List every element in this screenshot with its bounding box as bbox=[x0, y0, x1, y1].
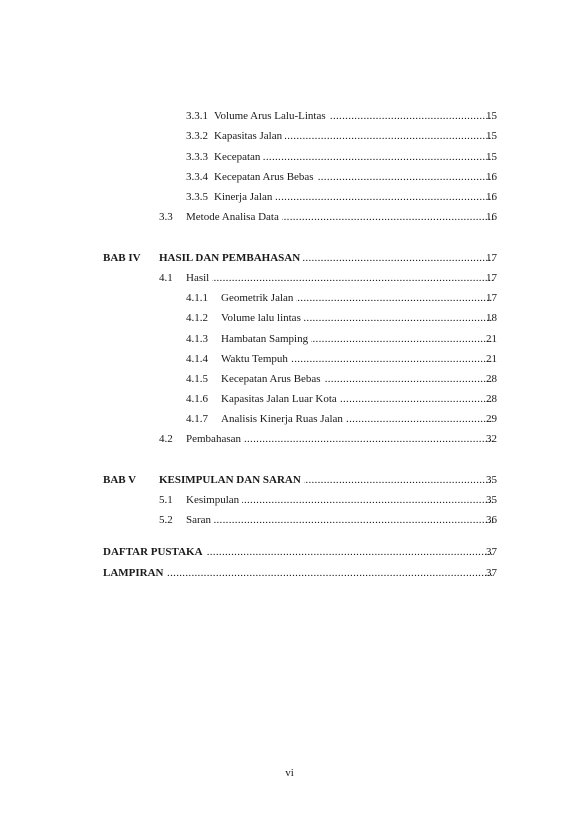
toc-entry-page: 29 bbox=[486, 413, 497, 425]
toc-entry bbox=[0, 371, 579, 387]
toc-entry bbox=[0, 169, 579, 185]
toc-entry-page: 15 bbox=[486, 151, 497, 163]
toc-entry-number: 3.3 bbox=[159, 211, 173, 223]
toc-entry bbox=[0, 351, 579, 367]
toc-chapter-entry bbox=[0, 565, 579, 581]
toc-chapter-entry bbox=[0, 472, 579, 488]
toc-entry-title: Analisis Kinerja Ruas Jalan ..... bbox=[221, 411, 493, 427]
toc-entry-page: 37 bbox=[486, 546, 497, 558]
toc-entry bbox=[0, 209, 579, 225]
toc-entry-number: 4.1.4 bbox=[186, 353, 208, 365]
toc-entry-title: Waktu Tempuh ..... bbox=[221, 351, 493, 367]
toc-entry bbox=[0, 492, 579, 508]
toc-entry-title: KESIMPULAN DAN SARAN ..... bbox=[159, 472, 493, 488]
toc-entry-page: 37 bbox=[486, 567, 497, 579]
toc-entry-title: Kesimpulan ..... bbox=[186, 492, 493, 508]
toc-entry-number: 3.3.4 bbox=[186, 171, 208, 183]
toc-entry bbox=[0, 270, 579, 286]
toc-entry-title: Metode Analisa Data ..... bbox=[186, 209, 493, 225]
toc-entry-title: Volume lalu lintas ..... bbox=[221, 310, 493, 326]
toc-entry-number: 3.3.1 bbox=[186, 110, 208, 122]
toc-entry-title: Saran ..... bbox=[186, 512, 493, 528]
toc-entry bbox=[0, 512, 579, 528]
toc-chapter-label: BAB IV bbox=[103, 252, 141, 264]
toc-entry-title: Kapasitas Jalan Luar Kota ..... bbox=[221, 391, 493, 407]
toc-entry-page: 16 bbox=[486, 211, 497, 223]
toc-entry-number: 4.2 bbox=[159, 433, 173, 445]
toc-entry-title: Kecepatan Arus Bebas ..... bbox=[221, 371, 493, 387]
page-number: vi bbox=[285, 767, 294, 779]
toc-chapter-label: BAB V bbox=[103, 474, 137, 486]
toc-entry-title: Hasil ..... bbox=[186, 270, 493, 286]
toc-entry-page: 17 bbox=[486, 252, 497, 264]
toc-entry-number: 4.1.5 bbox=[186, 373, 208, 385]
toc-entry-page: 28 bbox=[486, 373, 497, 385]
toc-entry-title: Volume Arus Lalu-Lintas ..... bbox=[214, 108, 493, 124]
toc-entry-title: HASIL DAN PEMBAHASAN ..... bbox=[159, 250, 493, 266]
toc-entry-number: 3.3.5 bbox=[186, 191, 208, 203]
toc-entry-number: 4.1 bbox=[159, 272, 173, 284]
toc-entry bbox=[0, 411, 579, 427]
toc-entry-number: 4.1.7 bbox=[186, 413, 208, 425]
toc-entry-title: Kinerja Jalan ..... bbox=[214, 189, 493, 205]
toc-entry-page: 35 bbox=[486, 474, 497, 486]
toc-entry-title: Kapasitas Jalan ..... bbox=[214, 128, 493, 144]
toc-entry-number: 4.1.3 bbox=[186, 333, 208, 345]
toc-entry bbox=[0, 431, 579, 447]
toc-entry-number: 3.3.2 bbox=[186, 130, 208, 142]
toc-entry-page: 32 bbox=[486, 433, 497, 445]
toc-entry-number: 5.1 bbox=[159, 494, 173, 506]
toc-entry-title: Kecepatan ..... bbox=[214, 149, 493, 165]
toc-entry bbox=[0, 391, 579, 407]
toc-entry-title: Geometrik Jalan ..... bbox=[221, 290, 493, 306]
toc-entry-page: 17 bbox=[486, 292, 497, 304]
toc-entry-page: 16 bbox=[486, 171, 497, 183]
toc-entry-page: 28 bbox=[486, 393, 497, 405]
toc-entry-page: 36 bbox=[486, 514, 497, 526]
toc-entry bbox=[0, 128, 579, 144]
toc-entry bbox=[0, 149, 579, 165]
toc-entry-page: 18 bbox=[486, 312, 497, 324]
toc-entry bbox=[0, 331, 579, 347]
toc-entry bbox=[0, 189, 579, 205]
toc-entry bbox=[0, 290, 579, 306]
toc-entry-number: 5.2 bbox=[159, 514, 173, 526]
toc-entry bbox=[0, 108, 579, 124]
toc-entry-title: Pembahasan ..... bbox=[186, 431, 493, 447]
toc-entry-title: Kecepatan Arus Bebas ..... bbox=[214, 169, 493, 185]
toc-entry bbox=[0, 310, 579, 326]
toc-chapter-entry bbox=[0, 250, 579, 266]
toc-entry-title: DAFTAR PUSTAKA ..... bbox=[103, 544, 493, 560]
toc-entry-page: 15 bbox=[486, 110, 497, 122]
toc-entry-page: 21 bbox=[486, 353, 497, 365]
toc-entry-title: LAMPIRAN ..... bbox=[103, 565, 493, 581]
toc-entry-number: 4.1.1 bbox=[186, 292, 208, 304]
toc-entry-number: 3.3.3 bbox=[186, 151, 208, 163]
toc-chapter-entry bbox=[0, 544, 579, 560]
toc-entry-page: 21 bbox=[486, 333, 497, 345]
toc-entry-page: 16 bbox=[486, 191, 497, 203]
toc-entry-page: 35 bbox=[486, 494, 497, 506]
toc-entry-number: 4.1.2 bbox=[186, 312, 208, 324]
toc-entry-page: 17 bbox=[486, 272, 497, 284]
toc-entry-title: Hambatan Samping ..... bbox=[221, 331, 493, 347]
toc-entry-number: 4.1.6 bbox=[186, 393, 208, 405]
toc-entry-page: 15 bbox=[486, 130, 497, 142]
